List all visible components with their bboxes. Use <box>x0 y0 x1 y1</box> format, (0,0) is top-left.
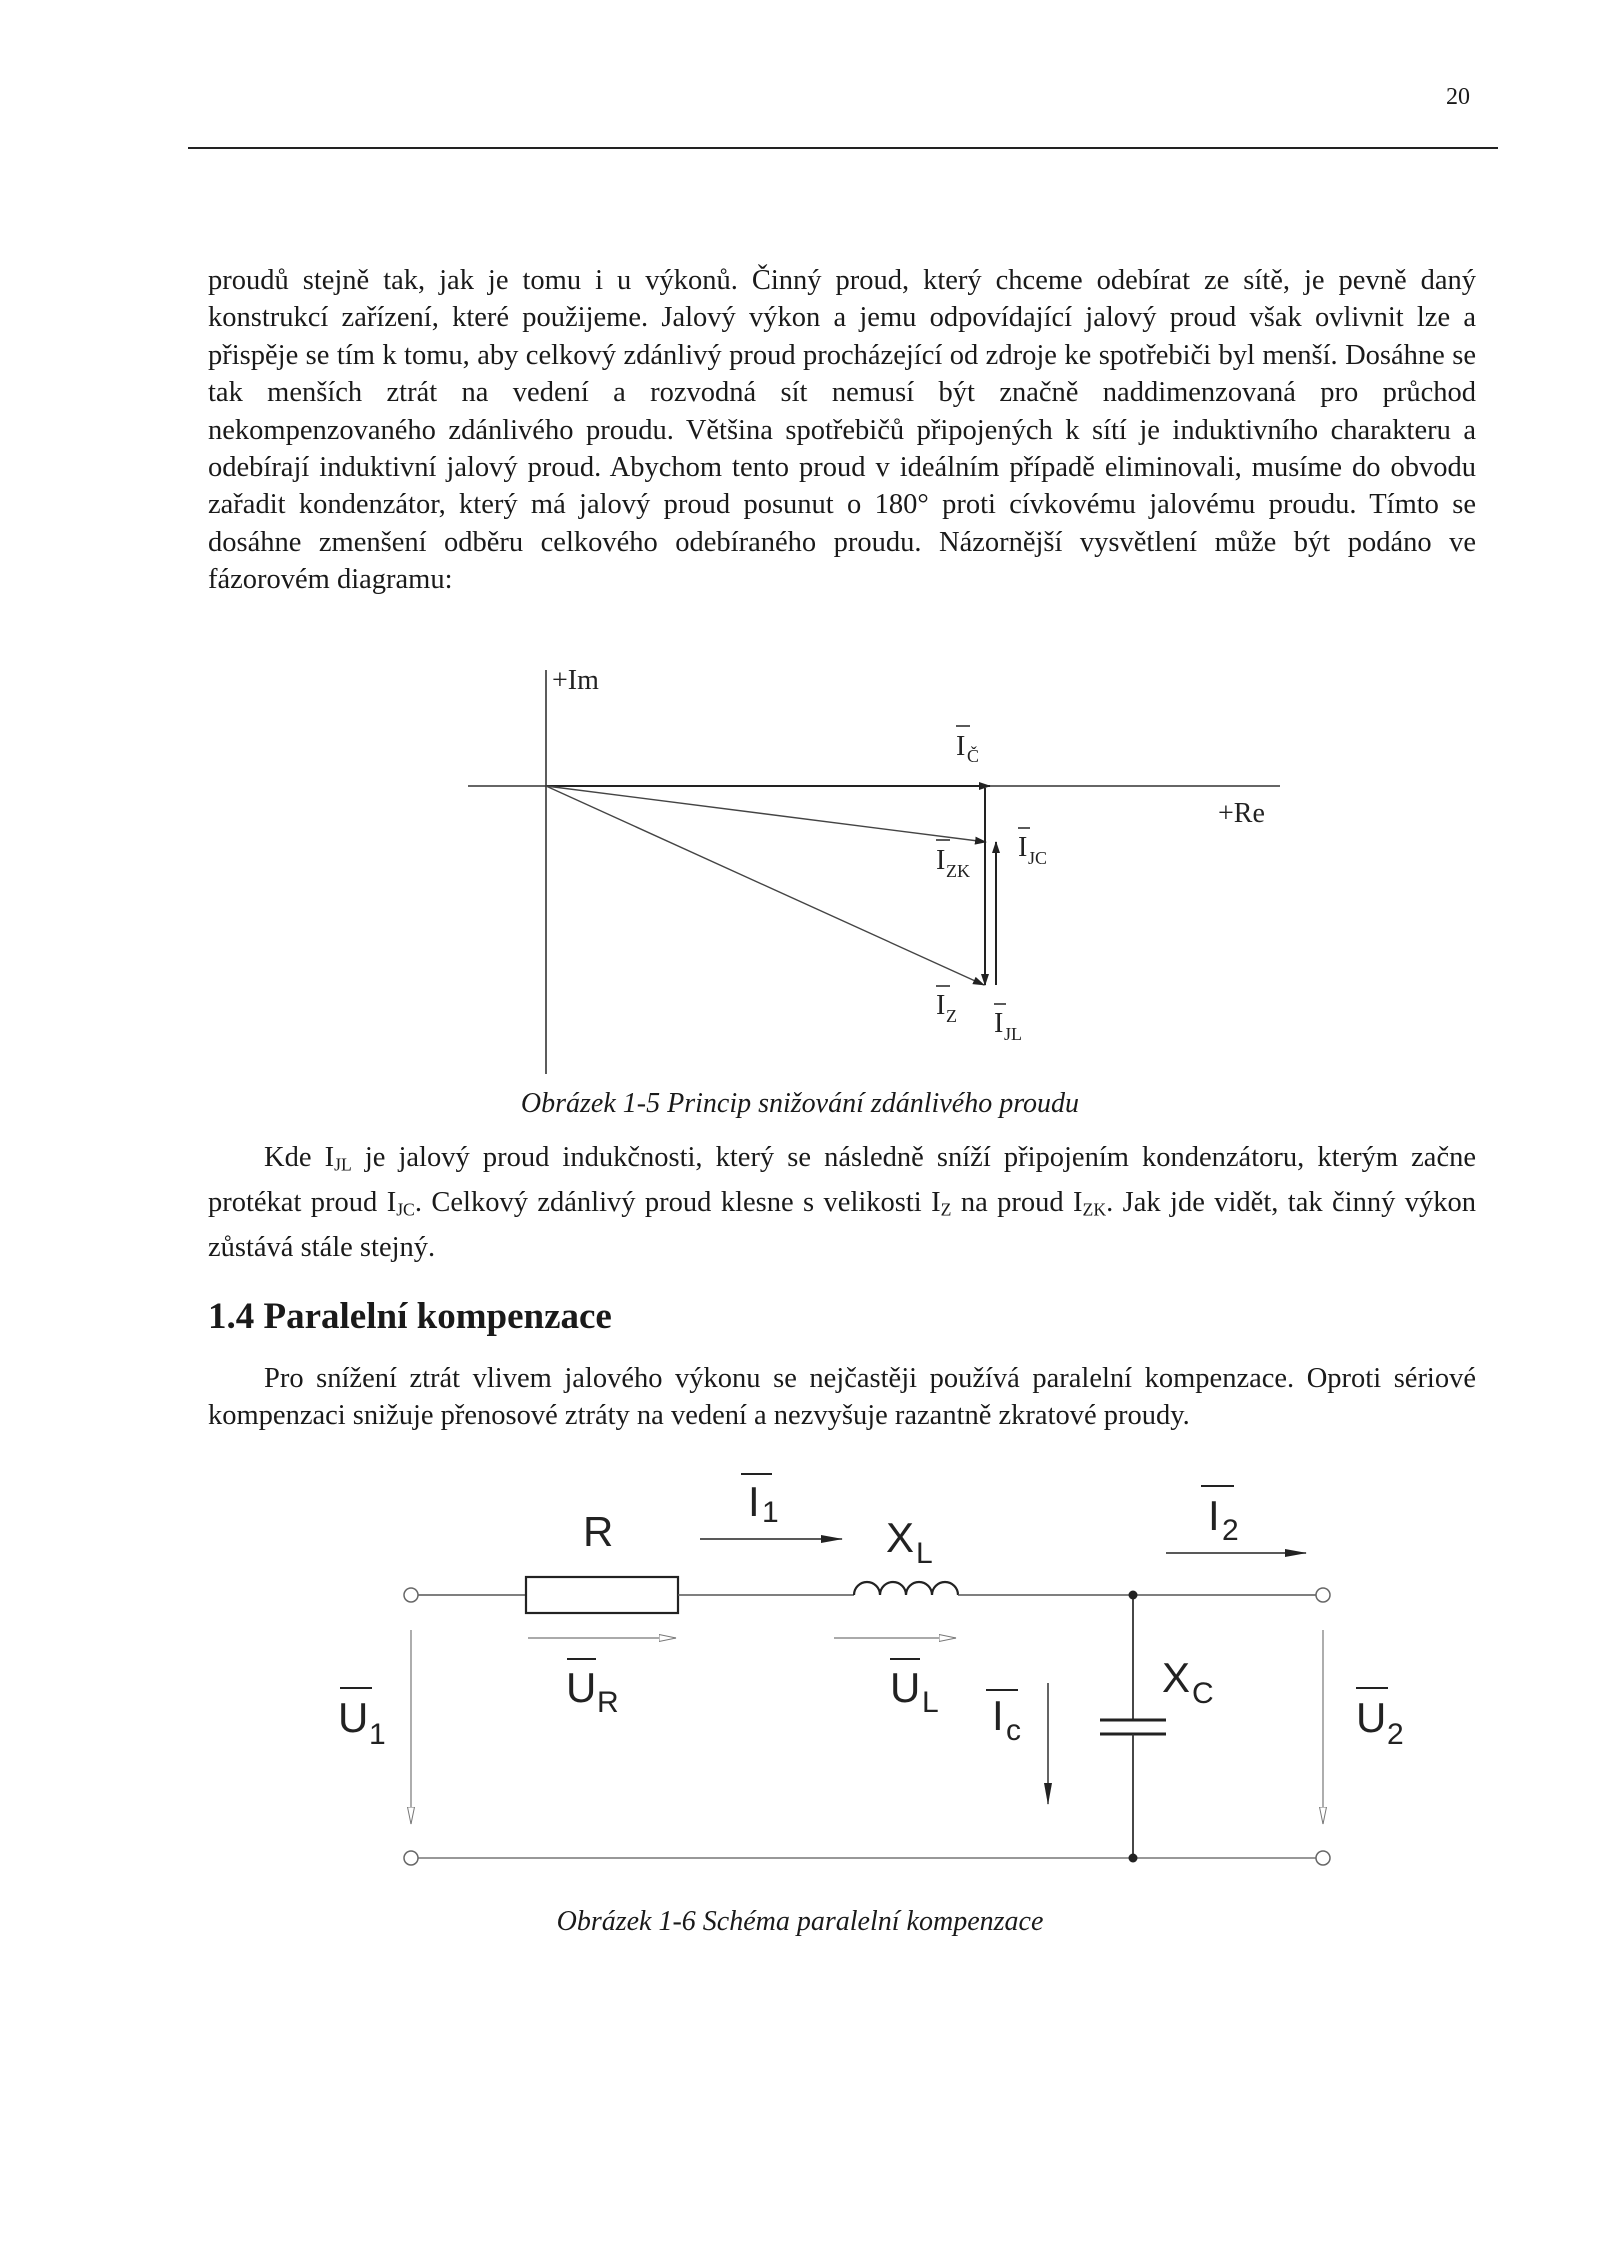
label-xl <box>886 1514 933 1570</box>
inductor <box>854 1582 958 1595</box>
svg-text:I: I <box>956 731 966 762</box>
svg-text:JL: JL <box>1004 1024 1022 1044</box>
svg-text:R: R <box>597 1686 619 1719</box>
label-ur <box>566 1659 619 1719</box>
node-bottom <box>1129 1854 1138 1863</box>
svg-text:ZK: ZK <box>946 861 970 881</box>
svg-text:I: I <box>936 845 946 876</box>
svg-text:I: I <box>994 1008 1004 1039</box>
terminal-in-top <box>404 1588 418 1602</box>
svg-text:1: 1 <box>762 1496 779 1529</box>
label-r: R <box>583 1508 614 1555</box>
svg-text:c: c <box>1006 1714 1021 1747</box>
terminal-in-bottom <box>404 1851 418 1865</box>
svg-text:U: U <box>1356 1694 1387 1741</box>
node-top <box>1129 1591 1138 1600</box>
svg-text:L: L <box>922 1686 939 1719</box>
label-ic <box>986 1690 1021 1747</box>
terminal-out-bottom <box>1316 1851 1330 1865</box>
figure-caption-2: Obrázek 1-6 Schéma paralelní kompenzace <box>556 1906 1044 1937</box>
svg-text:I: I <box>1018 832 1028 863</box>
svg-text:U: U <box>566 1664 597 1711</box>
svg-text:I: I <box>936 990 946 1021</box>
svg-text:Z: Z <box>946 1006 957 1026</box>
paragraph-intro: proudů stejně tak, jak je tomu i u výkonů. Činný proud, který chceme odebírat ze sítě, je pevně daný konstrukcí zařízení, které použijeme. Jalový výkon a jemu odpovídající jalový proud však ovlivnit lze a přispěje se tím k tomu, aby celkový zdánlivý proud procházející od zdroje ke spotřebiči byl menší. Dosáhne se tak menších ztrát na vedení a rozvodná sít nemusí být značně naddimenzovaná pro průchod nekompenzovaného zdánlivého proudu. Většina spotřebičů připojených k sítí je induktivního charakteru a odebírají induktivní jalový proud. Abychom tento proud v ideálním případě eliminovali, musíme do obvodu zařadit kondenzátor, který má jalový proud posunut o 180° proti cívkovému jalovému proudu. Tímto se dosáhne zmenšení odběru celkového odebíraného proudu. Názornější vysvětlení může být podáno ve fázorovém diagramu: <box>208 265 1476 596</box>
terminal-out-top <box>1316 1588 1330 1602</box>
resistor <box>526 1577 678 1613</box>
axis-label-im: +Im <box>552 665 599 696</box>
svg-text:X: X <box>1162 1654 1191 1701</box>
svg-text:I: I <box>1208 1492 1220 1539</box>
svg-text:JC: JC <box>1028 848 1048 868</box>
svg-text:I: I <box>748 1478 760 1525</box>
svg-text:2: 2 <box>1222 1514 1239 1547</box>
page-number: 20 <box>1446 84 1470 110</box>
svg-text:U: U <box>890 1664 921 1711</box>
label-xc <box>1162 1654 1214 1710</box>
axis-label-re: +Re <box>1218 798 1265 829</box>
svg-text:Č: Č <box>967 746 980 766</box>
svg-text:X: X <box>886 1514 915 1561</box>
svg-text:1: 1 <box>369 1718 386 1751</box>
svg-text:2: 2 <box>1387 1718 1404 1751</box>
label-u2 <box>1356 1688 1404 1751</box>
svg-text:U: U <box>338 1694 369 1741</box>
svg-text:C: C <box>1192 1677 1214 1710</box>
svg-text:L: L <box>916 1537 933 1570</box>
label-ul <box>890 1659 939 1719</box>
paragraph-explanation: Kde $I_{JL}$ je jalový proud indukčnosti, který se následně sníží připojením kondenzátoru, kterým začne protékat proud $I_{JC}$. Celkový zdánlivý proud klesne s velikosti $I_Z$ na proud $I_{ZK}$. Jak jde vidět, tak činný výkon zůstává stále stejný. <box>208 1142 1476 1263</box>
label-i2 <box>1201 1486 1239 1547</box>
figure-caption-1: Obrázek 1-5 Princip snižování zdánlivého proudu <box>520 1088 1080 1119</box>
paragraph-parallel-compensation: Pro snížení ztrát vlivem jalového výkonu se nejčastěji používá paralelní kompenzace. Oproti sériové kompenzaci snižuje přenosové ztráty na vedení a nezvyšuje razantně zkratové proudy. <box>208 1363 1476 1432</box>
section-heading: 1.4 Paralelní kompenzace <box>208 1296 612 1337</box>
label-i1 <box>741 1474 779 1529</box>
label-u1 <box>338 1688 386 1751</box>
svg-text:I: I <box>992 1692 1004 1739</box>
